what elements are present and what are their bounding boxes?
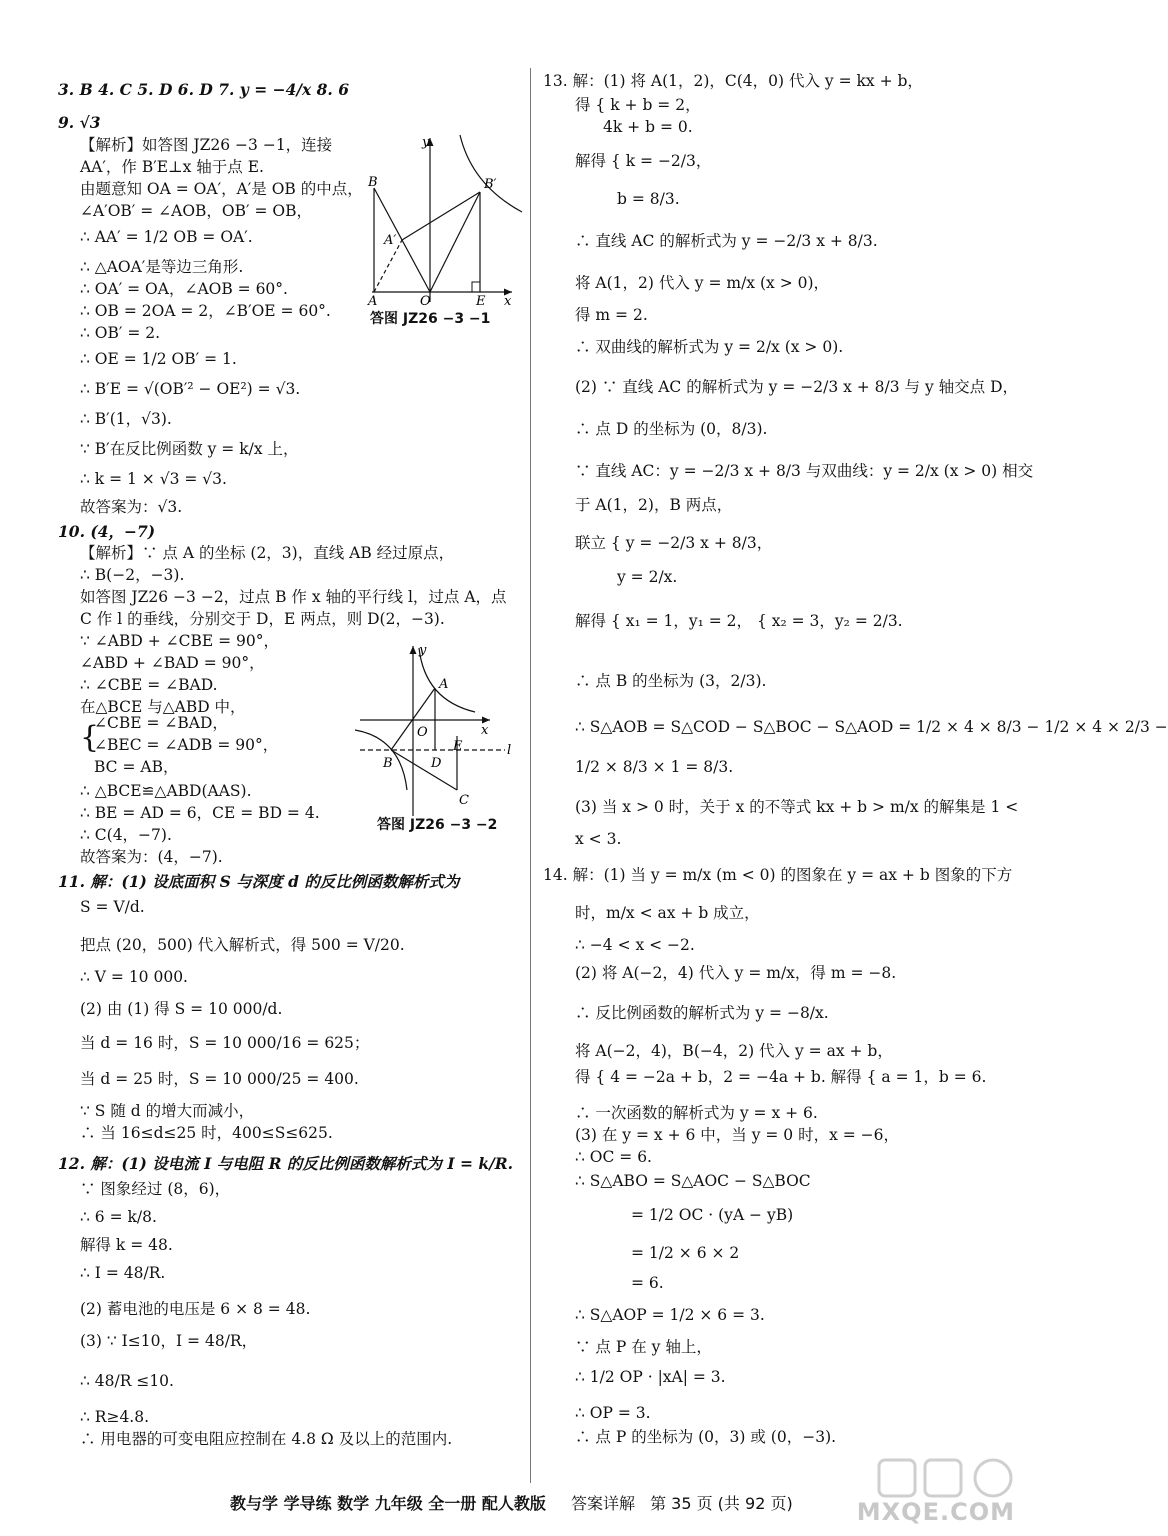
question-number: 10. (4，−7) — [58, 522, 156, 541]
answer-line: x < 3. — [575, 830, 622, 848]
answer-line: 于 A(1，2)，B 两点， — [575, 496, 733, 514]
answer-line: ∴ AA′ = 1/2 OB = OA′. — [80, 228, 253, 246]
answer-line: 由题意知 OA = OA′，A′是 OB 的中点， — [80, 180, 363, 198]
figure-label: O — [417, 725, 428, 740]
answer-line: ∴ BE = AD = 6，CE = BD = 4. — [80, 804, 320, 822]
figure-label: l — [507, 743, 512, 758]
answer-line: ∴ 双曲线的解析式为 y = 2/x (x > 0). — [575, 338, 844, 356]
answer-line: 解得 { x₁ = 1，y₁ = 2， { x₂ = 3，y₂ = 2/3. — [575, 612, 903, 630]
answer-line: ∴ 当 16≤d≤25 时，400≤S≤625. — [80, 1124, 333, 1142]
figure-1-diagram — [352, 130, 527, 309]
answer-line: ∴ V = 10 000. — [80, 968, 188, 986]
figure-label: B′ — [484, 177, 497, 192]
answer-line: (2) 将 A(−2，4) 代入 y = m/x，得 m = −8. — [575, 964, 897, 982]
answer-line: 解得 k = 48. — [80, 1236, 173, 1254]
answer-line: 联立 { y = −2/3 x + 8/3， — [575, 534, 773, 552]
answer-line: (2) 蓄电池的电压是 6 × 8 = 48. — [80, 1300, 311, 1318]
answer-line: ∴ B′E = √(OB′² − OE²) = √3. — [80, 380, 301, 398]
answer-line: ∴ △BCE≌△ABD(AAS). — [80, 782, 252, 800]
answer-line: ∴ 直线 AC 的解析式为 y = −2/3 x + 8/3. — [575, 232, 878, 250]
answer-line: = 1/2 × 6 × 2 — [631, 1244, 740, 1262]
question-number: 14. 解：(1) 当 y = m/x (m < 0) 的图象在 y = ax + b 图象的下方 — [543, 866, 1013, 884]
answer-line: ∴ B(−2，−3). — [80, 566, 185, 584]
answer-line: (3) ∵ I≤10，I = 48/R， — [80, 1332, 258, 1350]
answer-line: 4k + b = 0. — [603, 118, 693, 136]
answer-line: = 6. — [631, 1274, 664, 1292]
answer-line: ∴ OA′ = OA，∠AOB = 60°. — [80, 280, 288, 298]
answer-line: ∵ S 随 d 的增大而减小， — [80, 1102, 255, 1120]
answer-line: 得 { 4 = −2a + b，2 = −4a + b. 解得 { a = 1，b = 6. — [575, 1068, 987, 1086]
answer-line: y = 2/x. — [617, 568, 678, 586]
answer-line: 【解析】如答图 JZ26 −3 −1，连接 — [80, 136, 333, 154]
answer-line: ∴ C(4，−7). — [80, 826, 172, 844]
answer-line: ∴ 点 B 的坐标为 (3，2/3). — [575, 672, 767, 690]
answer-line: 【解析】∵ 点 A 的坐标 (2，3)，直线 AB 经过原点， — [80, 544, 455, 562]
figure-label: y — [419, 643, 427, 658]
answer-line: 解得 { k = −2/3， — [575, 152, 712, 170]
answer-line: C 作 l 的垂线，分别交于 D，E 两点，则 D(2，−3). — [80, 610, 445, 628]
figure-label: A′ — [384, 233, 397, 248]
figure-2 — [355, 640, 525, 840]
figure-label: D — [431, 756, 442, 771]
answer-line: = 1/2 OC · (yA − yB) — [631, 1206, 794, 1224]
footer-page-number: 第 35 页 (共 92 页) — [650, 1494, 793, 1513]
answer-line: S = V/d. — [80, 898, 145, 916]
answer-line: ∠CBE = ∠BAD， — [94, 714, 228, 732]
answer-line: ∵ 点 P 在 y 轴上， — [575, 1338, 712, 1356]
answer-line: 故答案为：(4，−7). — [80, 848, 223, 866]
answer-line: 故答案为：√3. — [80, 498, 183, 516]
answer-line: 将 A(−2，4)，B(−4，2) 代入 y = ax + b， — [575, 1042, 893, 1060]
question-number: 9. √3 — [58, 113, 101, 132]
answer-line: 得 m = 2. — [575, 306, 648, 324]
answer-line: ∵ 直线 AC：y = −2/3 x + 8/3 与双曲线：y = 2/x (x > 0) 相交 — [575, 462, 1034, 480]
answer-line: ∴ S△AOP = 1/2 × 6 = 3. — [575, 1306, 765, 1324]
question-number: 13. 解：(1) 将 A(1，2)，C(4，0) 代入 y = kx + b， — [543, 72, 923, 90]
figure-label: B — [383, 756, 393, 771]
footer-section: 答案详解 — [570, 1494, 635, 1513]
figure-label: x — [504, 294, 512, 309]
answer-line: ∴ OB′ = 2. — [80, 324, 161, 342]
left-brace: { — [80, 720, 100, 755]
answer-line: 如答图 JZ26 −3 −2，过点 B 作 x 轴的平行线 l，过点 A，点 — [80, 588, 507, 606]
answer-line: ∴ k = 1 × √3 = √3. — [80, 470, 227, 488]
answer-line: ∴ 6 = k/8. — [80, 1208, 157, 1226]
answer-line: ∠ABD + ∠BAD = 90°， — [80, 654, 265, 672]
answer-line: (3) 当 x > 0 时，关于 x 的不等式 kx + b > m/x 的解集是 1 < — [575, 798, 1019, 816]
answer-line: ∴ 点 P 的坐标为 (0，3) 或 (0，−3). — [575, 1428, 837, 1446]
figure-1 — [352, 130, 527, 330]
answer-line: 当 d = 25 时，S = 10 000/25 = 400. — [80, 1070, 359, 1088]
figure-label: y — [422, 135, 430, 150]
answer-line: 1/2 × 8/3 × 1 = 8/3. — [575, 758, 734, 776]
figure-label: A — [439, 677, 449, 692]
answer-line: ∠BEC = ∠ADB = 90°， — [94, 736, 279, 754]
answer-line: 在△BCE 与△ABD 中， — [80, 698, 246, 716]
answer-line: ∴ 一次函数的解析式为 y = x + 6. — [575, 1104, 818, 1122]
answer-line: ∵ B′在反比例函数 y = k/x 上， — [80, 440, 299, 458]
answer-line: b = 8/3. — [617, 190, 680, 208]
page-footer — [230, 1491, 793, 1514]
answer-line: 时，m/x < ax + b 成立， — [575, 904, 760, 922]
watermark-text: MXQE.COM — [856, 1498, 1015, 1526]
answer-line: 得 { k + b = 2， — [575, 96, 701, 114]
answer-line: ∴ I = 48/R. — [80, 1264, 166, 1282]
answer-line: 当 d = 16 时，S = 10 000/16 = 625； — [80, 1034, 370, 1052]
question-number: 11. 解：(1) 设底面积 S 与深度 d 的反比例函数解析式为 — [58, 872, 460, 891]
answer-line: ∴ R≥4.8. — [80, 1408, 150, 1426]
answer-line: ∴ 1/2 OP · |xA| = 3. — [575, 1368, 726, 1386]
answer-line: BC = AB， — [94, 758, 179, 776]
answer-line: 把点 (20，500) 代入解析式，得 500 = V/20. — [80, 936, 405, 954]
answer-line: 将 A(1，2) 代入 y = m/x (x > 0)， — [575, 274, 830, 292]
figure-label: x — [481, 723, 489, 738]
answer-line: ∴ S△AOB = S△COD − S△BOC − S△AOD = 1/2 × 4 × 8/3 − 1/2 × 4 × 2/3 − — [575, 718, 1168, 736]
answer-line: ∴ 48/R ≤10. — [80, 1372, 174, 1390]
answer-line: ∴ OB = 2OA = 2，∠B′OE = 60°. — [80, 302, 331, 320]
answer-line: AA′，作 B′E⊥x 轴于点 E. — [80, 158, 264, 176]
figure-label: E — [453, 739, 463, 754]
answer-line: ∴ B′(1，√3). — [80, 410, 172, 428]
answer-line: ∴ 反比例函数的解析式为 y = −8/x. — [575, 1004, 829, 1022]
figure-label: O — [420, 294, 431, 309]
figure-1-caption: 答图 JZ26 −3 −1 — [370, 311, 491, 327]
figure-label: C — [459, 793, 469, 808]
answer-line: 3. B 4. C 5. D 6. D 7. y = −4/x 8. 6 — [58, 80, 350, 99]
answer-line: ∴ OE = 1/2 OB′ = 1. — [80, 350, 237, 368]
figure-label: E — [476, 294, 486, 309]
figure-label: A — [368, 294, 378, 309]
figure-2-caption: 答图 JZ26 −3 −2 — [377, 817, 498, 833]
answer-line: (2) 由 (1) 得 S = 10 000/d. — [80, 1000, 283, 1018]
answer-line: ∵ 图象经过 (8，6)， — [80, 1180, 231, 1198]
answer-line: ∴ −4 < x < −2. — [575, 936, 695, 954]
answer-line: ∴ OP = 3. — [575, 1404, 651, 1422]
answer-line: ∵ ∠ABD + ∠CBE = 90°， — [80, 632, 279, 650]
figure-label: B — [368, 175, 378, 190]
answer-line: (3) 在 y = x + 6 中，当 y = 0 时，x = −6， — [575, 1126, 900, 1144]
answer-line: (2) ∵ 直线 AC 的解析式为 y = −2/3 x + 8/3 与 y 轴交点 D， — [575, 378, 1019, 396]
figure-2-diagram — [355, 640, 525, 816]
column-divider — [530, 68, 531, 1483]
answer-line: ∴ ∠CBE = ∠BAD. — [80, 676, 218, 694]
answer-line: ∠A′OB′ = ∠AOB，OB′ = OB， — [80, 202, 312, 220]
footer-book-title: 教与学 学导练 数学 九年级 全一册 配人教版 — [230, 1494, 546, 1513]
answer-line: ∴ 用电器的可变电阻应控制在 4.8 Ω 及以上的范围内. — [80, 1430, 453, 1448]
answer-line: ∴ △AOA′是等边三角形. — [80, 258, 244, 276]
answer-line: ∴ 点 D 的坐标为 (0，8/3). — [575, 420, 768, 438]
question-number: 12. 解：(1) 设电流 I 与电阻 R 的反比例函数解析式为 I = k/R. — [58, 1154, 514, 1173]
answer-line: ∴ OC = 6. — [575, 1148, 652, 1166]
answer-line: ∴ S△ABO = S△AOC − S△BOC — [575, 1172, 811, 1190]
